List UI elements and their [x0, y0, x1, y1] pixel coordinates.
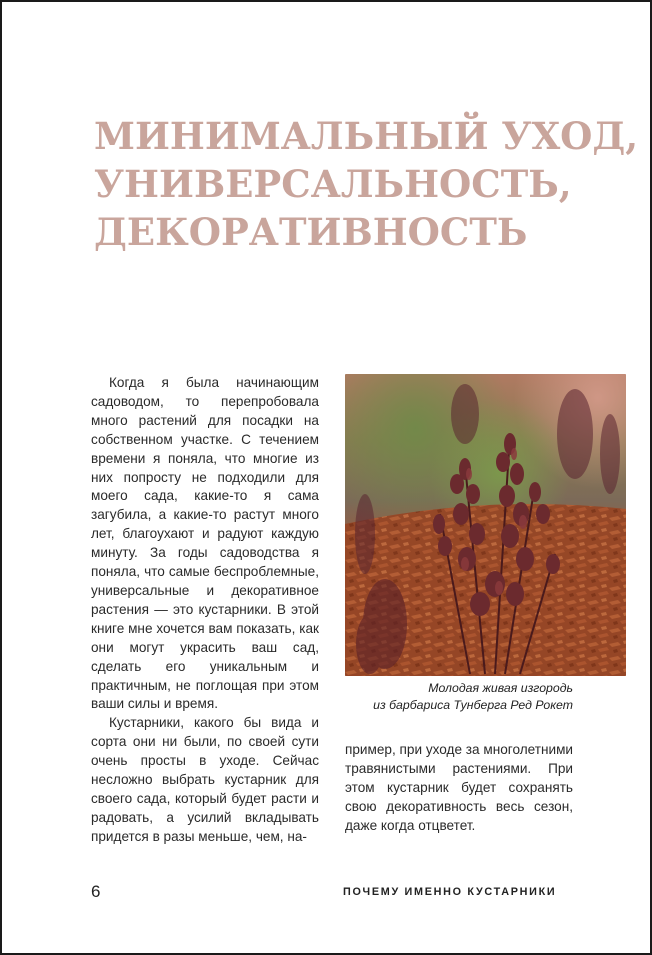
- chapter-heading: [94, 112, 639, 256]
- caption-line-2: из барбариса Тунберга Ред Рокет: [373, 698, 573, 712]
- left-text-column: [91, 374, 319, 847]
- right-text-column: [345, 741, 573, 836]
- body-paragraph-1: Когда я была начинающим садоводом, то перепробовала много растений для посадки на собственном участке. С течением времени я поняла, что многие из них попросту не подходили для моего сада, какие-то я сама загубила, а какие-то растут много лет, благоухают и радуют каждую минуту. За годы садоводства я поняла, что самые беспроблемные, универсальные и декоративное растения — это кустарники. В этой книге мне хочется вам показать, как они могут украсить ваш сад, сделать его уникальным и практичным, не поглощая при этом ваши силы и время.: [91, 375, 319, 712]
- photo-caption: [345, 680, 573, 714]
- running-title: ПОЧЕМУ ИМЕННО КУСТАРНИКИ: [343, 886, 557, 898]
- heading-line-1: МИНИМАЛЬНЫЙ УХОД,: [94, 114, 639, 158]
- caption-line-1: Молодая живая изгородь: [428, 681, 573, 695]
- barberry-hedge-photo: [345, 374, 626, 676]
- heading-line-3: ДЕКОРАТИВНОСТЬ: [94, 210, 528, 254]
- body-paragraph-2-continued: пример, при уходе за многолетними травянистыми растениями. При этом кустарник будет сохранять свою декоративность весь сезон, даже когда отцветет.: [345, 742, 574, 833]
- heading-line-2: УНИВЕРСАЛЬНОСТЬ,: [94, 162, 572, 206]
- page-number: 6: [91, 882, 101, 901]
- body-paragraph-2: Кустарники, какого бы вида и сорта они ни были, по своей сути очень просты в уходе. Сейчас несложно выбрать кустарник для своего сада, который будет расти и радовать, а усилий вкладывать придется в разы меньше, чем, на-: [91, 715, 319, 844]
